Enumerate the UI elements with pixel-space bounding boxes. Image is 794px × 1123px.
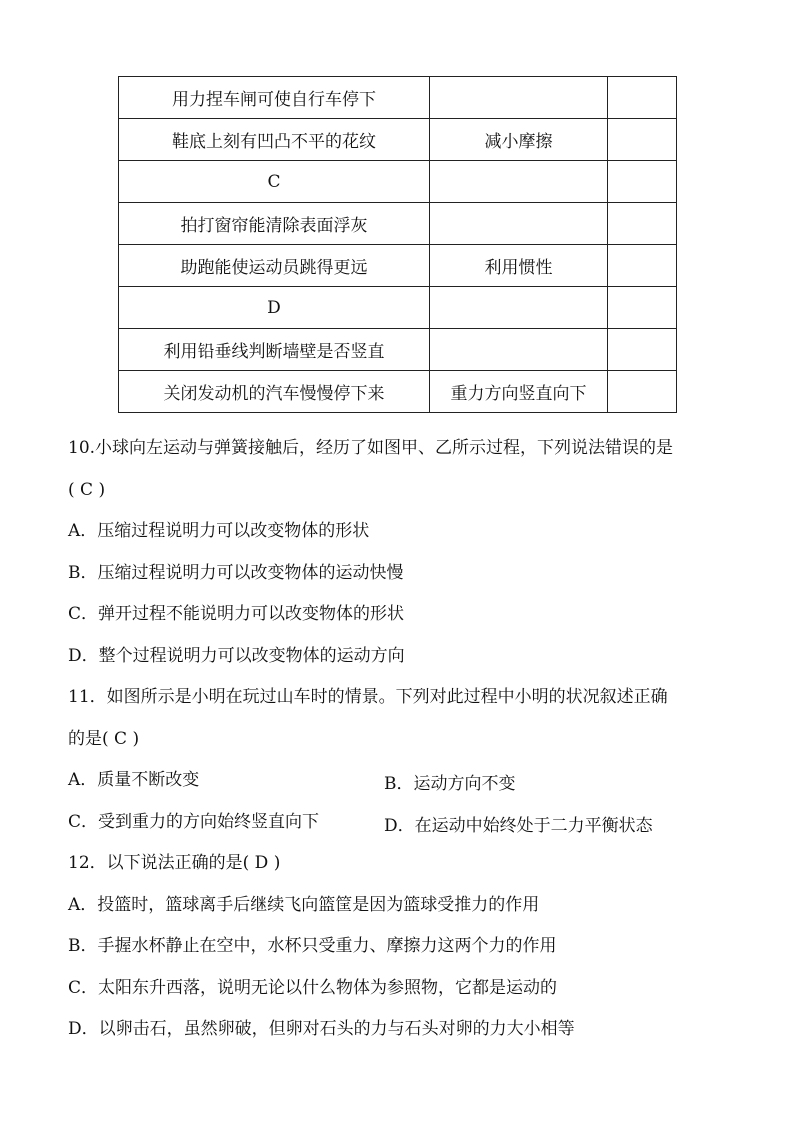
question-12-option-d: D．以卵击石，虽然卵破，但卵对石头的力与石头对卵的力大小相等 [68, 1019, 575, 1039]
question-10-option-d: D．整个过程说明力可以改变物体的运动方向 [68, 646, 405, 666]
question-10-option-a: A．压缩过程说明力可以改变物体的形状 [68, 521, 370, 541]
table-cell-event: D [119, 287, 430, 329]
table-cell-explanation: 减小摩擦 [430, 119, 608, 161]
table-cell-mark [608, 329, 677, 371]
table-cell-mark [608, 161, 677, 203]
table-row [119, 203, 677, 245]
question-11-option-a: A．质量不断改变 [68, 770, 200, 790]
question-12-option-c: C．太阳东升西落，说明无论以什么物体为参照物，它都是运动的 [68, 978, 558, 998]
table-cell-mark [608, 119, 677, 161]
table-cell-event: 拍打窗帘能清除表面浮灰 [119, 203, 430, 245]
table-cell-event: 关闭发动机的汽车慢慢停下来 [119, 371, 430, 413]
table-cell-mark [608, 203, 677, 245]
table-cell-mark [608, 245, 677, 287]
table-cell-mark [608, 371, 677, 413]
table-row [119, 371, 677, 413]
table-cell-explanation [430, 203, 608, 245]
question-11-stem: 11．如图所示是小明在玩过山车时的情景。下列对此过程中小明的状况叙述正确 [68, 687, 668, 707]
table-cell-event: 用力捏车闸可使自行车停下 [119, 77, 430, 119]
question-12-option-a: A．投篮时，篮球离手后继续飞向篮筐是因为篮球受推力的作用 [68, 895, 540, 915]
table-cell-event: 利用铅垂线判断墙壁是否竖直 [119, 329, 430, 371]
question-11-option-b: B．运动方向不变 [384, 774, 516, 794]
question-12-stem: 12．以下说法正确的是( D ) [68, 853, 281, 873]
table-row [119, 245, 677, 287]
matching-table [118, 76, 677, 413]
question-10-option-c: C．弹开过程不能说明力可以改变物体的形状 [68, 604, 405, 624]
table-row [119, 77, 677, 119]
table-cell-explanation [430, 77, 608, 119]
table-cell-event: 助跑能使运动员跳得更远 [119, 245, 430, 287]
question-10-stem: 10.小球向左运动与弹簧接触后，经历了如图甲、乙所示过程，下列说法错误的是 [68, 438, 674, 458]
table-cell-explanation: 重力方向竖直向下 [430, 371, 608, 413]
table-cell-mark [608, 287, 677, 329]
question-10-answer: ( C ) [68, 480, 106, 500]
table-cell-event: 鞋底上刻有凹凸不平的花纹 [119, 119, 430, 161]
table-cell-explanation [430, 329, 608, 371]
table-row [119, 119, 677, 161]
table-row [119, 329, 677, 371]
question-10-option-b: B．压缩过程说明力可以改变物体的运动快慢 [68, 563, 404, 583]
question-11-option-c: C．受到重力的方向始终竖直向下 [68, 812, 320, 832]
table-cell-explanation [430, 287, 608, 329]
table-row [119, 161, 677, 203]
table-cell-explanation: 利用惯性 [430, 245, 608, 287]
question-11-stem-continued: 的是( C ) [68, 729, 140, 749]
table-cell-explanation [430, 161, 608, 203]
question-12-option-b: B．手握水杯静止在空中，水杯只受重力、摩擦力这两个力的作用 [68, 936, 557, 956]
table-cell-event: C [119, 161, 430, 203]
table-row [119, 287, 677, 329]
question-11-option-d: D．在运动中始终处于二力平衡状态 [384, 816, 653, 836]
table-cell-mark [608, 77, 677, 119]
